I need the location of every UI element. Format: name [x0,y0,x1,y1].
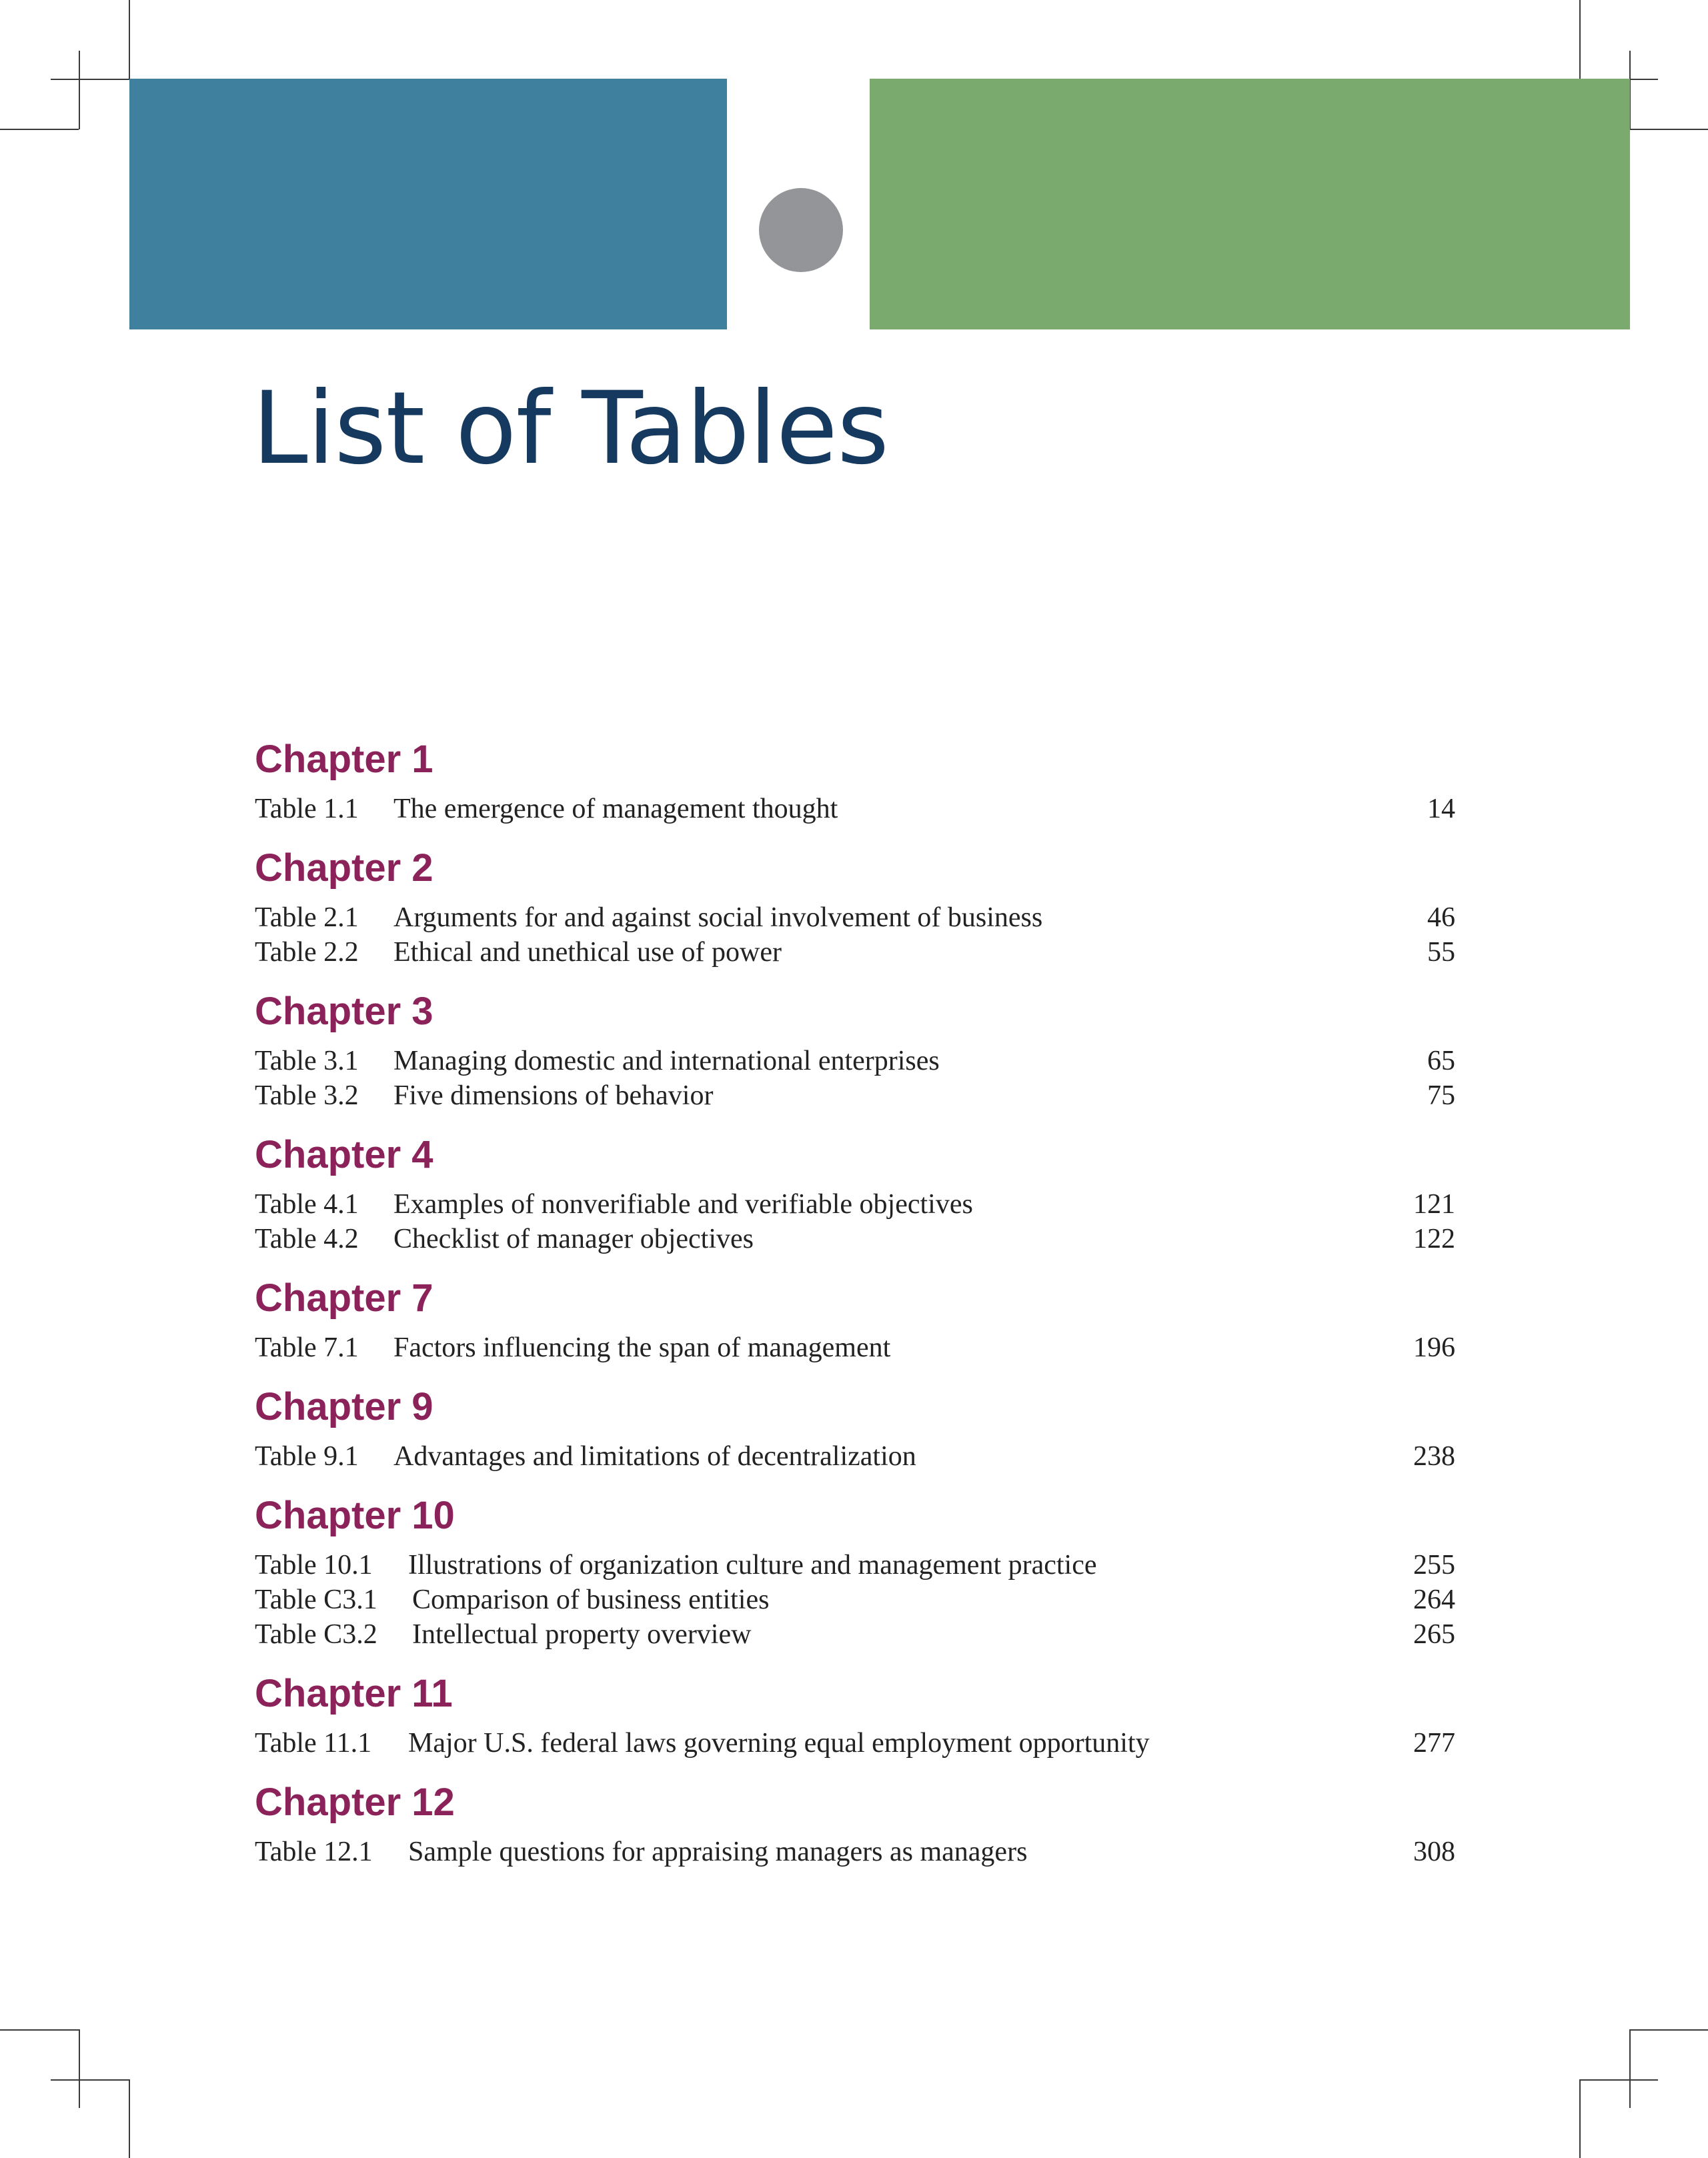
chapter-heading: Chapter 3 [255,990,434,1033]
page-number: 122 [1413,1224,1455,1254]
table-number: Table 2.2 [255,937,359,968]
page-number: 121 [1413,1189,1455,1220]
chapter-heading: Chapter 1 [255,738,434,781]
table-entry[interactable] [255,1078,1455,1113]
table-title: Checklist of manager objectives [393,1224,754,1254]
table-number: Table 4.1 [255,1189,359,1220]
page-number: 65 [1427,1046,1455,1076]
table-title: Ethical and unethical use of power [393,937,782,968]
crop-mark [51,79,129,80]
table-entry[interactable] [255,1617,1455,1652]
page-number: 265 [1413,1619,1455,1650]
crop-mark [129,2079,130,2158]
table-title: Five dimensions of behavior [393,1080,714,1111]
crop-mark [129,0,130,79]
crop-mark [0,2029,79,2031]
table-number: Table C3.2 [255,1619,377,1650]
table-number: Table 3.2 [255,1080,359,1111]
table-entry[interactable] [255,935,1455,970]
page-number: 46 [1427,902,1455,933]
table-title: Examples of nonverifiable and verifiable objectives [393,1189,973,1220]
chapter-heading: Chapter 4 [255,1133,434,1176]
table-number: Table 9.1 [255,1441,359,1472]
table-title: Illustrations of organization culture and management practice [408,1550,1097,1580]
table-entry[interactable] [255,900,1455,935]
table-entry[interactable] [255,1330,1455,1365]
table-number: Table 7.1 [255,1332,359,1363]
table-number: Table 1.1 [255,794,359,824]
page-number: 75 [1427,1080,1455,1111]
crop-mark [1629,129,1708,130]
table-number: Table 2.1 [255,902,359,933]
crop-mark [1579,2079,1581,2158]
table-entry[interactable] [255,1548,1455,1582]
table-entry[interactable] [255,1044,1455,1078]
crop-mark [79,51,80,129]
header-dot [759,188,843,272]
crop-mark [1579,0,1581,79]
table-number: Table 11.1 [255,1728,372,1759]
page-number: 14 [1427,794,1455,824]
header-band-green [870,79,1630,329]
chapter-heading: Chapter 2 [255,846,434,890]
table-number: Table 4.2 [255,1224,359,1254]
page-number: 255 [1413,1550,1455,1580]
chapter-heading: Chapter 10 [255,1494,455,1537]
table-entry[interactable] [255,1222,1455,1256]
page-number: 196 [1413,1332,1455,1363]
crop-mark [1629,2029,1708,2031]
table-entry[interactable] [255,1726,1455,1761]
table-title: Arguments for and against social involvement of business [393,902,1043,933]
table-title: Managing domestic and international enterprises [393,1046,940,1076]
table-title: Factors influencing the span of management [393,1332,891,1363]
table-entry[interactable] [255,1835,1455,1869]
page-number: 277 [1413,1728,1455,1759]
page-number: 55 [1427,937,1455,968]
chapter-heading: Chapter 7 [255,1276,434,1320]
table-number: Table 3.1 [255,1046,359,1076]
chapter-heading: Chapter 9 [255,1385,434,1428]
crop-mark [79,2029,80,2108]
table-title: Sample questions for appraising managers as managers [408,1837,1028,1867]
page-title: List of Tables [252,371,889,487]
table-title: Intellectual property overview [412,1619,752,1650]
crop-mark [1579,2079,1658,2081]
table-title: Comparison of business entities [412,1584,770,1615]
table-number: Table 12.1 [255,1837,373,1867]
page-number: 308 [1413,1837,1455,1867]
table-number: Table 10.1 [255,1550,373,1580]
table-entry[interactable] [255,1582,1455,1617]
table-entry[interactable] [255,1439,1455,1474]
table-title: Major U.S. federal laws governing equal employment opportunity [408,1728,1150,1759]
crop-mark [1629,2029,1631,2108]
table-title: Advantages and limitations of decentralization [393,1441,916,1472]
table-entry[interactable] [255,792,1455,826]
crop-mark [0,129,79,130]
table-title: The emergence of management thought [393,794,838,824]
page-number: 264 [1413,1584,1455,1615]
table-number: Table C3.1 [255,1584,377,1615]
chapter-heading: Chapter 11 [255,1672,453,1715]
crop-mark [51,2079,129,2081]
table-entry[interactable] [255,1187,1455,1222]
page-number: 238 [1413,1441,1455,1472]
chapter-heading: Chapter 12 [255,1781,455,1824]
header-band-blue [129,79,727,329]
